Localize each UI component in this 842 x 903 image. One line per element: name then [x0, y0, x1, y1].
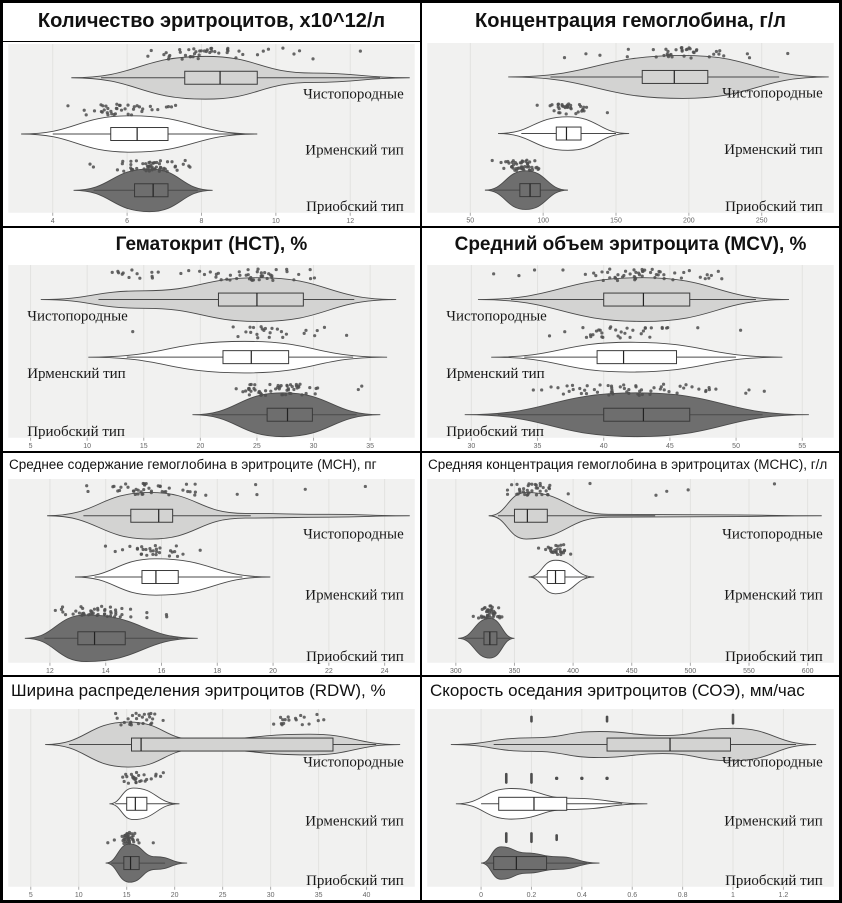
svg-text:50: 50 [732, 442, 740, 450]
svg-text:Чистопородные: Чистопородные [722, 754, 823, 771]
svg-text:Ирменский тип: Ирменский тип [724, 813, 823, 830]
svg-text:15: 15 [139, 442, 148, 450]
svg-text:400: 400 [567, 667, 579, 675]
svg-text:10: 10 [271, 217, 280, 225]
panel-mcv [421, 227, 840, 452]
svg-text:35: 35 [533, 442, 542, 450]
svg-text:Ирменский тип: Ирменский тип [724, 142, 823, 159]
panel-mchc [421, 452, 840, 677]
svg-text:1: 1 [731, 892, 735, 900]
svg-text:550: 550 [743, 667, 755, 675]
panel-title: Средний объем эритроцита (MCV), % [454, 233, 807, 255]
svg-text:100: 100 [537, 217, 549, 225]
svg-text:Приобский тип: Приобский тип [27, 423, 125, 440]
svg-text:5: 5 [28, 442, 33, 450]
svg-text:Чистопородные: Чистопородные [446, 308, 547, 325]
svg-text:24: 24 [380, 667, 389, 675]
svg-text:0: 0 [479, 892, 484, 900]
svg-text:45: 45 [666, 442, 674, 450]
svg-text:Приобский тип: Приобский тип [725, 648, 823, 665]
svg-text:1.2: 1.2 [778, 892, 789, 900]
panel-title: Скорость оседания эритроцитов (СОЭ), мм/час [430, 681, 805, 701]
violin-plot-mch [3, 477, 420, 676]
svg-text:20: 20 [196, 442, 205, 450]
svg-text:150: 150 [610, 217, 622, 225]
svg-text:Ирменский тип: Ирменский тип [305, 142, 404, 159]
svg-text:25: 25 [253, 442, 261, 450]
panel-hematocrit [2, 227, 421, 452]
panel-title: Гематокрит (HCT), % [115, 233, 308, 255]
violin-plot-esr [422, 707, 839, 900]
panel-title: Среднее содержание гемоглобина в эритроците (MCH), пг [9, 456, 377, 472]
panel-rbc-count [2, 2, 421, 227]
svg-text:Чистопородные: Чистопородные [722, 85, 823, 102]
svg-text:16: 16 [157, 667, 166, 675]
svg-text:6: 6 [125, 217, 130, 225]
violin-plot-mchc [422, 477, 839, 676]
svg-text:10: 10 [74, 892, 83, 900]
svg-text:600: 600 [801, 667, 814, 675]
svg-text:Чистопородные: Чистопородные [303, 86, 404, 103]
svg-text:Ирменский тип: Ирменский тип [446, 365, 545, 382]
svg-text:25: 25 [218, 892, 227, 900]
svg-text:Ирменский тип: Ирменский тип [27, 365, 126, 382]
violin-plot-mcv [422, 263, 839, 451]
svg-text:20: 20 [170, 892, 179, 900]
svg-text:22: 22 [324, 667, 333, 675]
svg-text:35: 35 [366, 442, 375, 450]
svg-text:200: 200 [683, 217, 695, 225]
svg-text:0.2: 0.2 [526, 892, 537, 900]
svg-text:Приобский тип: Приобский тип [306, 198, 404, 215]
svg-text:0.6: 0.6 [627, 892, 638, 900]
svg-text:14: 14 [101, 667, 110, 675]
panel-title: Средняя концентрация гемоглобина в эритроцитах (MCHC), г/л [428, 456, 828, 472]
svg-text:Чистопородные: Чистопородные [722, 525, 823, 542]
svg-text:Приобский тип: Приобский тип [725, 198, 823, 215]
svg-text:12: 12 [346, 217, 355, 225]
svg-text:18: 18 [213, 667, 222, 675]
svg-text:30: 30 [266, 892, 275, 900]
svg-text:30: 30 [309, 442, 318, 450]
svg-text:Приобский тип: Приобский тип [725, 873, 823, 890]
svg-text:Чистопородные: Чистопородные [303, 754, 404, 771]
svg-text:0.4: 0.4 [576, 892, 587, 900]
svg-text:40: 40 [362, 892, 371, 900]
svg-text:250: 250 [755, 217, 768, 225]
violin-plot-rbc-count [3, 42, 420, 226]
svg-text:12: 12 [46, 667, 54, 675]
svg-text:35: 35 [314, 892, 323, 900]
svg-text:Ирменский тип: Ирменский тип [305, 813, 404, 830]
svg-text:Чистопородные: Чистопородные [27, 308, 128, 325]
svg-text:350: 350 [508, 667, 521, 675]
svg-text:Приобский тип: Приобский тип [306, 648, 404, 665]
svg-text:10: 10 [83, 442, 92, 450]
svg-text:300: 300 [450, 667, 462, 675]
svg-text:0.8: 0.8 [677, 892, 688, 900]
svg-text:Приобский тип: Приобский тип [306, 873, 404, 890]
svg-text:500: 500 [684, 667, 697, 675]
svg-text:4: 4 [50, 217, 55, 225]
svg-text:40: 40 [599, 442, 608, 450]
svg-text:55: 55 [798, 442, 807, 450]
svg-text:Ирменский тип: Ирменский тип [724, 587, 823, 604]
panel-title: Концентрация гемоглобина, г/л [475, 10, 786, 32]
svg-text:15: 15 [122, 892, 131, 900]
svg-text:Приобский тип: Приобский тип [446, 423, 544, 440]
violin-plot-rdw [3, 707, 420, 900]
panel-title: Количество эритроцитов, x10^12/л [3, 3, 420, 42]
violin-plot-hematocrit [3, 263, 420, 451]
panel-rdw [2, 676, 421, 901]
svg-text:450: 450 [625, 667, 638, 675]
panel-esr [421, 676, 840, 901]
svg-text:Ирменский тип: Ирменский тип [305, 587, 404, 604]
svg-text:30: 30 [467, 442, 476, 450]
panel-hemoglobin [421, 2, 840, 227]
svg-text:8: 8 [199, 217, 204, 225]
violin-plot-hemoglobin [422, 41, 839, 226]
svg-text:Чистопородные: Чистопородные [303, 525, 404, 542]
svg-text:5: 5 [28, 892, 33, 900]
panel-mch [2, 452, 421, 677]
svg-text:20: 20 [269, 667, 277, 675]
svg-text:50: 50 [466, 217, 475, 225]
panel-title: Ширина распределения эритроцитов (RDW), % [11, 681, 386, 701]
